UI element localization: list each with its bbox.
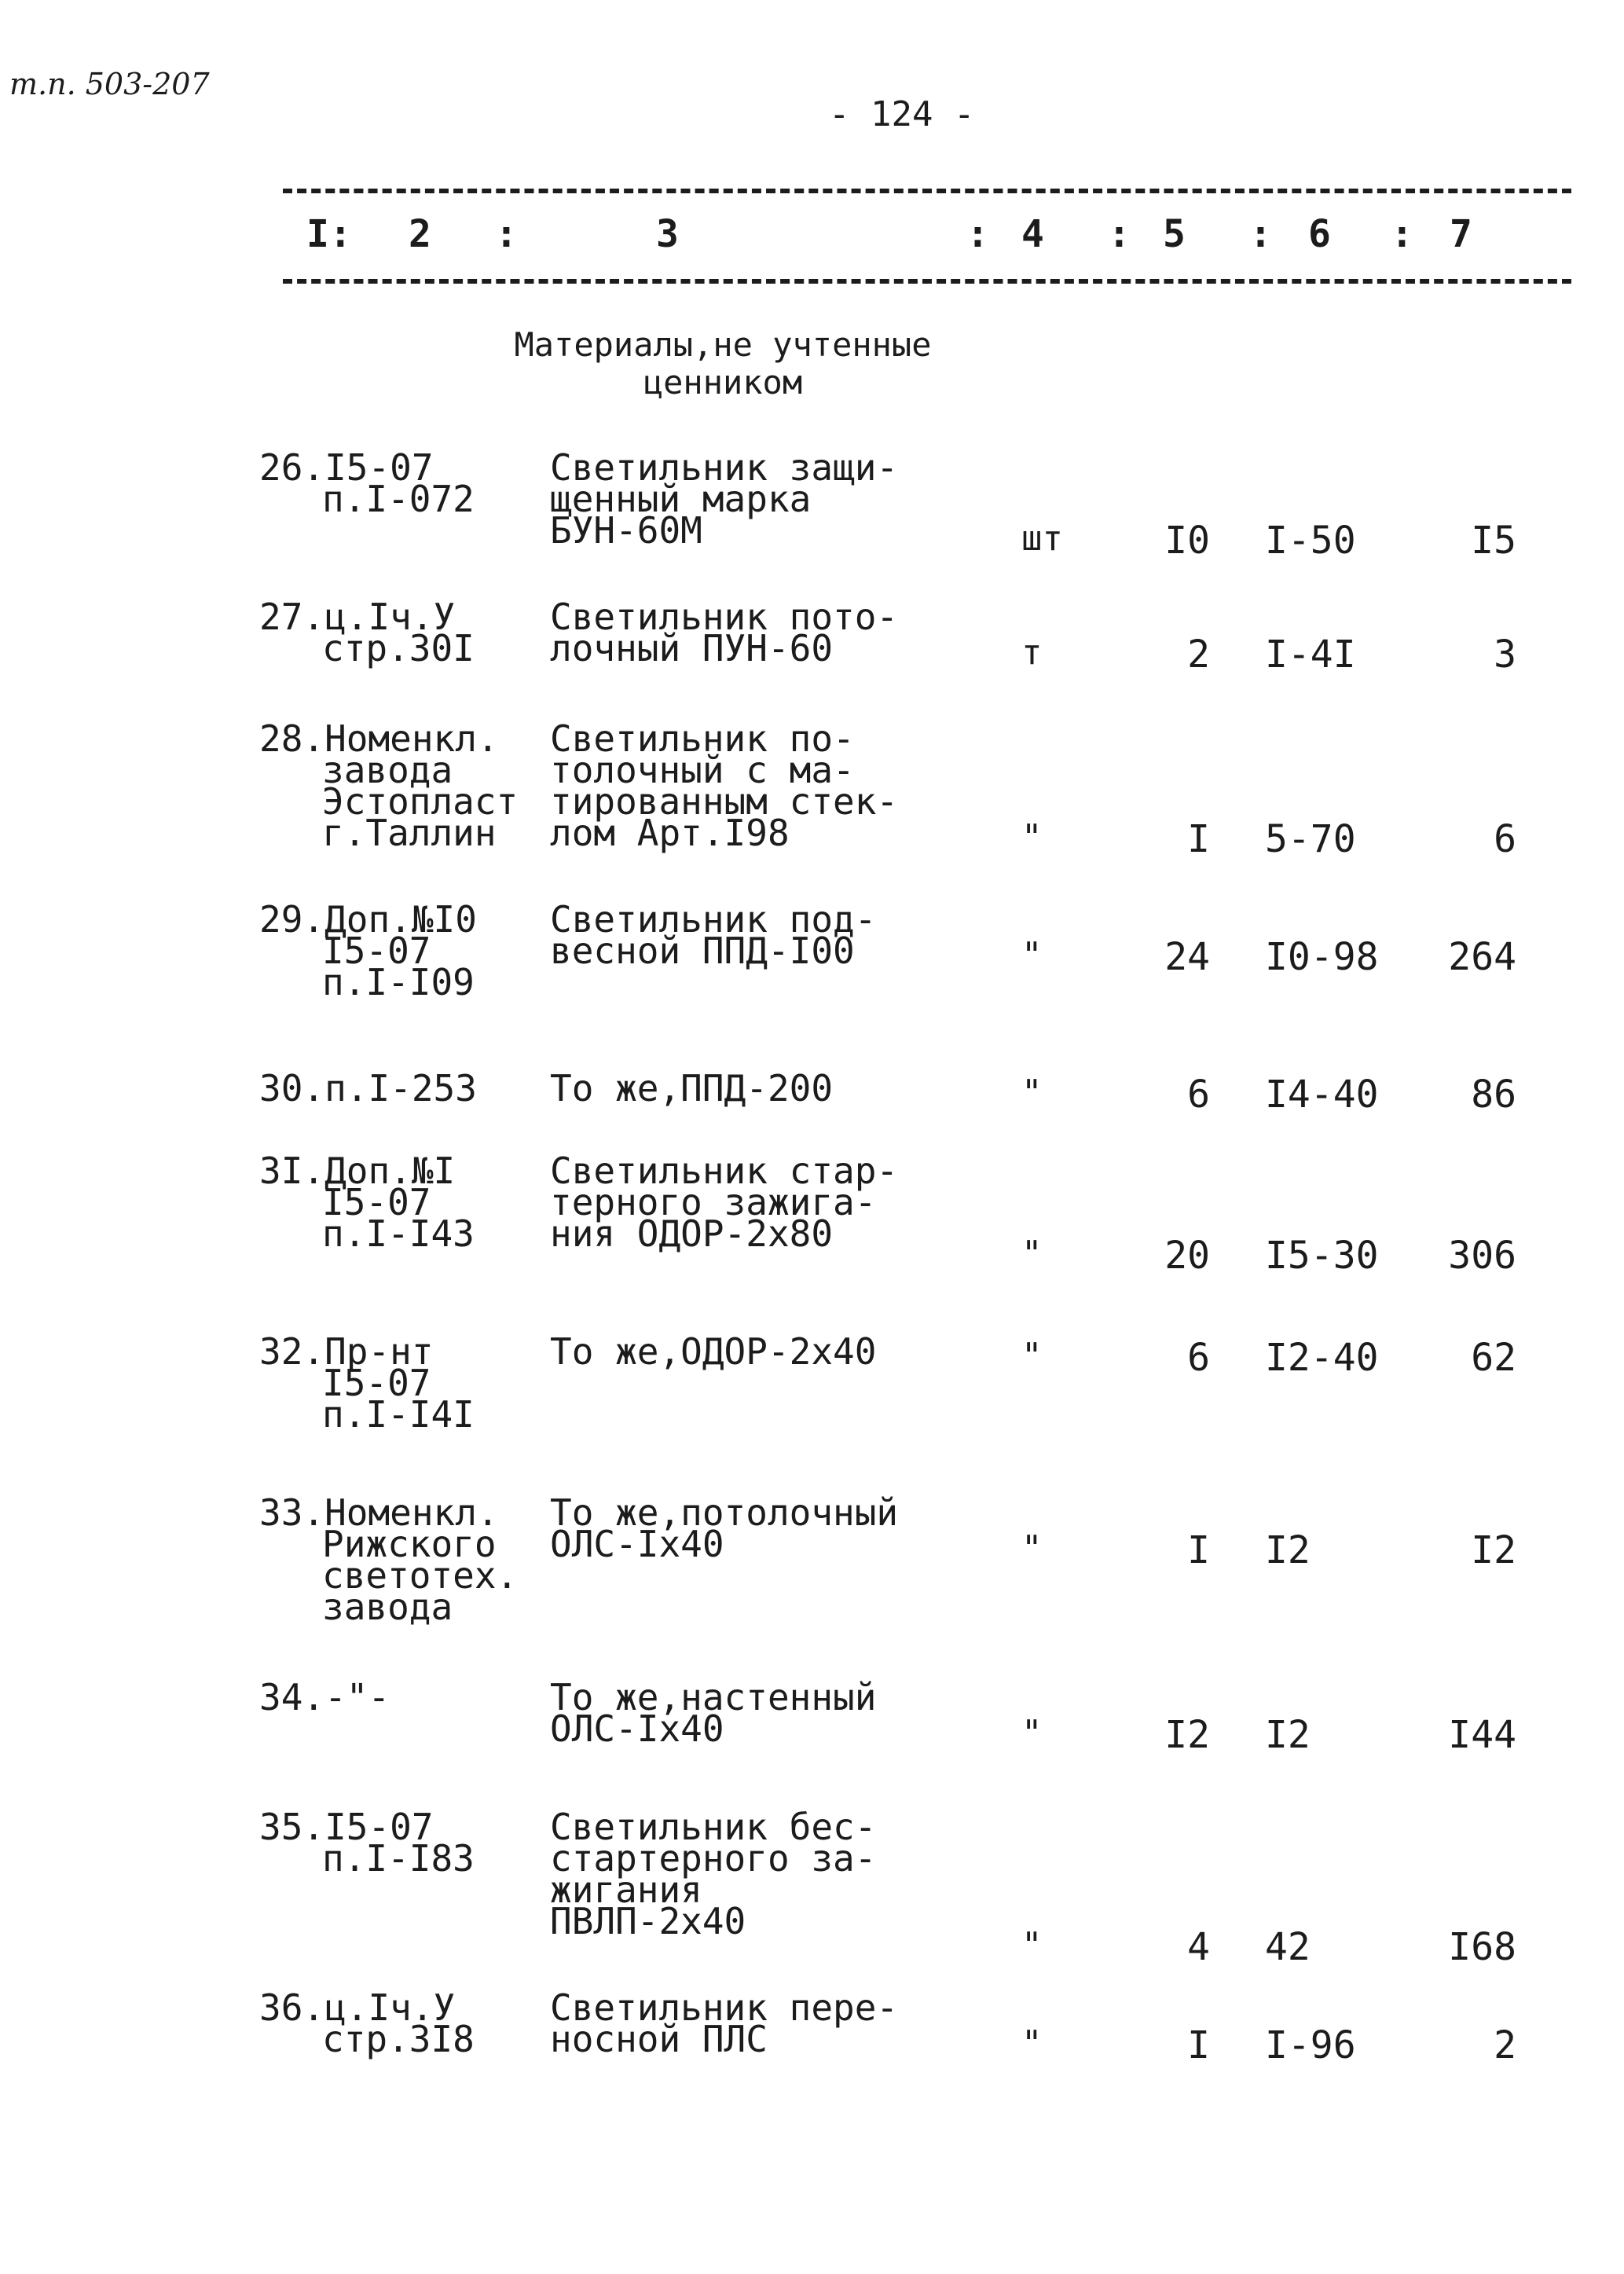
row-price: I-4I <box>1265 633 1356 677</box>
row-number-line: п.I-072 <box>322 478 475 520</box>
header-sep: : <box>966 212 989 256</box>
row-number-line: 33.Номенкл. <box>259 1491 499 1534</box>
row-number-line: стр.30I <box>322 627 475 669</box>
row-number-line: 3I.Доп.№I <box>259 1150 456 1192</box>
row-price: 5-70 <box>1265 817 1356 861</box>
section-title-line: Материалы,не учтенные <box>514 325 932 364</box>
row-number-line: 35.I5-07 <box>259 1806 434 1848</box>
row-number-line: I5-07 <box>322 1181 431 1223</box>
row-price: I2 <box>1265 1528 1311 1572</box>
row-unit: т <box>1021 633 1043 673</box>
row-name-line: ОЛС-Iх40 <box>550 1707 724 1750</box>
row-number-line: 26.I5-07 <box>259 446 434 489</box>
row-name-line: толочный с ма- <box>550 749 855 791</box>
row-quantity: I <box>1187 1528 1210 1572</box>
row-total: I44 <box>1448 1713 1516 1757</box>
row-number-line: завода <box>322 749 453 791</box>
row-total: 264 <box>1448 935 1516 979</box>
row-name-line: щенный марка <box>550 478 812 520</box>
row-price: I2-40 <box>1265 1336 1379 1380</box>
row-number-line: Рижского <box>322 1523 497 1565</box>
row-total: 86 <box>1471 1073 1516 1117</box>
row-number-line: 36.ц.Iч.У <box>259 1986 456 2029</box>
row-total: 306 <box>1448 1234 1516 1278</box>
row-price: I-96 <box>1265 2023 1356 2067</box>
row-unit: " <box>1021 1234 1043 1274</box>
row-quantity: I2 <box>1164 1713 1210 1757</box>
header-top-rule <box>283 189 1571 193</box>
row-name-line: тированным стек- <box>550 780 899 823</box>
row-number-line: 27.ц.Iч.У <box>259 596 456 638</box>
row-price: I0-98 <box>1265 935 1379 979</box>
row-price: I-50 <box>1265 519 1356 563</box>
row-unit: " <box>1021 1925 1043 1965</box>
row-number-line: 34.-"- <box>259 1676 390 1718</box>
row-unit: " <box>1021 935 1043 975</box>
row-name-line: Светильник бес- <box>550 1806 877 1848</box>
row-quantity: 2 <box>1187 633 1210 677</box>
row-name-line: То же,настенный <box>550 1676 877 1718</box>
row-number-line: 32.Пр-нт <box>259 1330 434 1373</box>
row-number-line: п.I-I83 <box>322 1837 475 1880</box>
header-col-2: 2 <box>409 212 431 256</box>
row-name-line: весной ППД-I00 <box>550 930 855 972</box>
row-price: I2 <box>1265 1713 1311 1757</box>
header-col-7: 7 <box>1450 212 1472 256</box>
row-total: I68 <box>1448 1925 1516 1969</box>
row-number-line: п.I-I09 <box>322 961 475 1003</box>
header-sep: : <box>1108 212 1131 256</box>
section-title <box>503 326 943 402</box>
row-name-line: жигания <box>550 1869 702 1911</box>
row-name-line: Светильник стар- <box>550 1150 899 1192</box>
row-unit: " <box>1021 2023 1043 2063</box>
row-number-line: п.I-I43 <box>322 1212 475 1255</box>
row-name-line: БУН-60М <box>550 509 702 552</box>
row-quantity: 4 <box>1187 1925 1210 1969</box>
row-name-line: терного зажига- <box>550 1181 877 1223</box>
row-name-line: носной ПЛС <box>550 2018 768 2060</box>
row-number-line: I5-07 <box>322 1362 431 1404</box>
row-name-line: То же,потолочный <box>550 1491 899 1534</box>
row-unit: " <box>1021 1713 1043 1753</box>
row-name-line: Светильник пере- <box>550 1986 899 2029</box>
row-name-line: Светильник пото- <box>550 596 899 638</box>
row-name-line: Светильник под- <box>550 898 877 941</box>
row-price: I4-40 <box>1265 1073 1379 1117</box>
header-col-6: 6 <box>1308 212 1331 256</box>
document-reference: т.п. 503-207 <box>9 67 210 101</box>
row-number-line: стр.3I8 <box>322 2018 475 2060</box>
row-quantity: I <box>1187 2023 1210 2067</box>
page-number: - 124 - <box>829 94 975 134</box>
row-total: I5 <box>1471 519 1516 563</box>
row-quantity: 6 <box>1187 1336 1210 1380</box>
row-price: 42 <box>1265 1925 1311 1969</box>
row-total: 6 <box>1494 817 1516 861</box>
header-col-1: I: <box>306 212 352 256</box>
row-unit: шт <box>1021 519 1063 559</box>
row-number-line: I5-07 <box>322 930 431 972</box>
row-name-line: лочный ПУН-60 <box>550 627 834 669</box>
row-unit: " <box>1021 1528 1043 1568</box>
row-name-line: Светильник защи- <box>550 446 899 489</box>
row-price: I5-30 <box>1265 1234 1379 1278</box>
row-number-line: 30.п.I-253 <box>259 1067 477 1109</box>
section-title-line: ценником <box>643 363 803 402</box>
row-quantity: I <box>1187 817 1210 861</box>
row-quantity: 24 <box>1164 935 1210 979</box>
header-bottom-rule <box>283 279 1571 284</box>
row-name-line: стартерного за- <box>550 1837 877 1880</box>
row-name-line: ния ОДОР-2х80 <box>550 1212 834 1255</box>
row-name-line: лом Арт.I98 <box>550 812 790 854</box>
header-col-5: 5 <box>1163 212 1186 256</box>
row-number-line: светотех. <box>322 1554 519 1597</box>
header-col-3: 3 <box>656 212 679 256</box>
row-name-line: ПВЛП-2х40 <box>550 1900 746 1942</box>
row-unit: " <box>1021 817 1043 857</box>
row-quantity: 6 <box>1187 1073 1210 1117</box>
row-number-line: 29.Доп.№I0 <box>259 898 477 941</box>
row-unit: " <box>1021 1073 1043 1113</box>
row-total: I2 <box>1471 1528 1516 1572</box>
row-quantity: I0 <box>1164 519 1210 563</box>
row-total: 2 <box>1494 2023 1516 2067</box>
row-total: 3 <box>1494 633 1516 677</box>
row-number-line: завода <box>322 1586 453 1628</box>
row-name-line: Светильник по- <box>550 717 855 760</box>
row-total: 62 <box>1471 1336 1516 1380</box>
header-sep: : <box>1249 212 1272 256</box>
row-number-line: п.I-I4I <box>322 1393 475 1436</box>
row-name-line: То же,ППД-200 <box>550 1067 834 1109</box>
row-number-line: 28.Номенкл. <box>259 717 499 760</box>
row-name-line: То же,ОДОР-2х40 <box>550 1330 877 1373</box>
row-number-line: Эстопласт <box>322 780 519 823</box>
row-name-line: ОЛС-Iх40 <box>550 1523 724 1565</box>
row-unit: " <box>1021 1336 1043 1376</box>
header-col-4: 4 <box>1021 212 1044 256</box>
row-number-line: г.Таллин <box>322 812 497 854</box>
header-sep: : <box>495 212 518 256</box>
row-quantity: 20 <box>1164 1234 1210 1278</box>
header-sep: : <box>1391 212 1413 256</box>
